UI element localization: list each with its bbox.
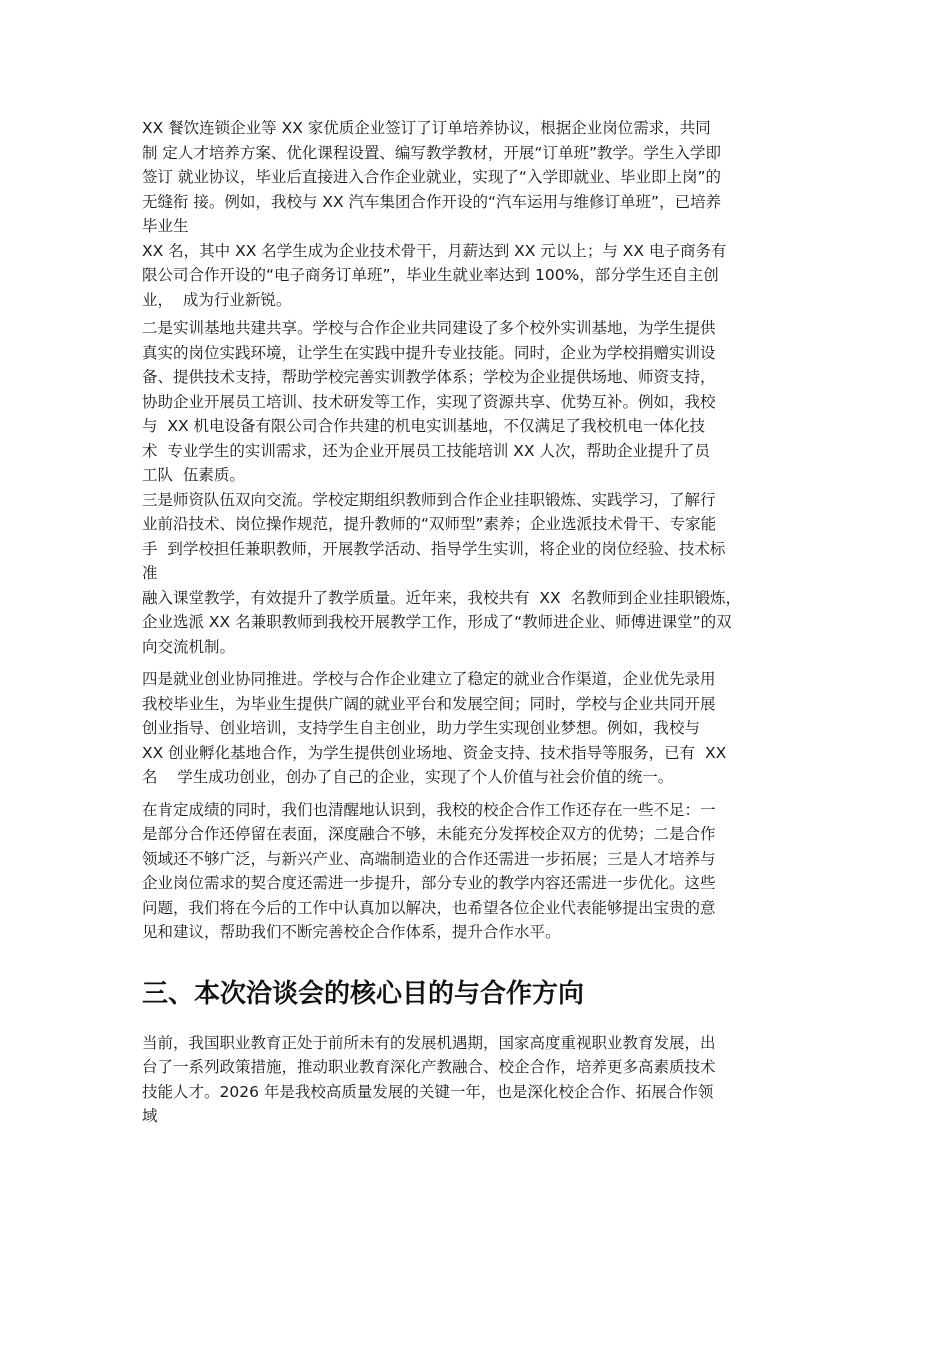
text-line: 名 学生成功创业，创办了自己的企业，实现了个人价值与社会价值的统一。 [142, 768, 674, 786]
text-line: 制 定人才培养方案、优化课程设置、编写教学教材，开展“订单班”教学。学生入学即 [142, 143, 721, 162]
text-line: 业前沿技术、岗位操作规范，提升教师的“双师型”素养；企业选派技术骨干、专家能 [142, 515, 717, 533]
text-line: 术 专业学生的实训需求，还为企业开展员工技能培训 XX 人次，帮助企业提升了员 [142, 441, 710, 460]
paragraph-teacher-exchange [142, 488, 810, 660]
paragraph-order-classes [142, 116, 810, 312]
paragraph-current-situation [142, 1031, 810, 1129]
text-line: 无缝衔 接。例如，我校与 XX 汽车集团合作开设的“汽车运用与维修订单班”，已培养 [142, 192, 722, 211]
paragraph-training-bases [142, 316, 810, 488]
document-body [142, 116, 810, 1129]
text-line: 限公司合作开设的“电子商务订单班”，毕业生就业率达到 100%，部分学生还自主创 [142, 266, 719, 284]
paragraph-gap [142, 659, 810, 667]
text-line: 向交流机制。 [142, 637, 236, 656]
text-line: 签订 就业协议，毕业后直接进入合作企业就业，实现了“入学即就业、毕业即上岗”的 [142, 168, 721, 186]
text-line: 四是就业创业协同推进。学校与合作企业建立了稳定的就业合作渠道，企业优先录用 [142, 670, 716, 688]
text-line: 领域还不够广泛，与新兴产业、高端制造业的合作还需进一步拓展；三是人才培养与 [142, 849, 716, 868]
text-line: 是部分合作还停留在表面，深度融合不够，未能充分发挥校企双方的优势；二是合作 [142, 825, 716, 843]
text-line: 备、提供技术支持，帮助学校完善实训教学体系；学校为企业提供场地、师资支持， [142, 368, 716, 386]
text-line: 三是师资队伍双向交流。学校定期组织教师到合作企业挂职锻炼、实践学习，了解行 [142, 490, 716, 509]
text-line: 工队 伍素质。 [142, 466, 245, 484]
text-line: XX 名，其中 XX 名学生成为企业技术骨干，月薪达到 XX 元以上；与 XX 电子商务有 [142, 241, 727, 260]
text-line: 二是实训基地共建共享。学校与合作企业共同建设了多个校外实训基地，为学生提供 [142, 319, 716, 337]
section-heading: 三、本次洽谈会的核心目的与合作方向 [142, 978, 585, 1009]
paragraph-gap [142, 790, 810, 798]
text-line: 企业选派 XX 名兼职教师到我校开展教学工作，形成了“教师进企业、师傅进课堂”的双 [142, 613, 732, 631]
text-line: 域 [142, 1107, 158, 1125]
text-line: 协助企业开展员工培训、技术研发等工作，实现了资源共享、优势互补。例如，我校 [142, 392, 716, 411]
text-line: 企业岗位需求的契合度还需进一步提升，部分专业的教学内容还需进一步优化。这些 [142, 874, 716, 892]
text-line: 在肯定成绩的同时，我们也清醒地认识到，我校的校企合作工作还存在一些不足：一 [142, 800, 716, 819]
paragraph-shortcomings [142, 798, 810, 945]
text-line: XX 创业孵化基地合作，为学生提供创业场地、资金支持、技术指导等服务，已有 XX [142, 743, 727, 762]
text-line: 问题，我们将在今后的工作中认真加以解决，也希望各位企业代表能够提出宝贵的意 [142, 898, 716, 917]
section-gap [142, 945, 810, 977]
text-line: 当前，我国职业教育正处于前所未有的发展机遇期，国家高度重视职业教育发展，出 [142, 1033, 716, 1052]
text-line: 毕业生 [142, 217, 189, 235]
text-line: 创业指导、创业培训，支持学生自主创业，助力学生实现创业梦想。例如，我校与 [142, 719, 701, 737]
text-line: 与 XX 机电设备有限公司合作共建的机电实训基地，不仅满足了我校机电一体化技 [142, 417, 706, 435]
text-line: 我校毕业生，为毕业生提供广阔的就业平台和发展空间；同时，学校与企业共同开展 [142, 694, 716, 713]
text-line: 见和建议，帮助我们不断完善校企合作体系，提升合作水平。 [142, 923, 561, 941]
text-line: 准 [142, 564, 158, 582]
text-line: XX 餐饮连锁企业等 XX 家优质企业签订了订单培养协议，根据企业岗位需求，共同 [142, 119, 711, 137]
section-gap [142, 1011, 810, 1031]
text-line: 融入课堂教学，有效提升了教学质量。近年来，我校共有 XX 名教师到企业挂职锻炼， [142, 588, 741, 607]
text-line: 手 到学校担任兼职教师，开展教学活动、指导学生实训，将企业的岗位经验、技术标 [142, 539, 726, 558]
text-line: 业， 成为行业新锐。 [142, 290, 292, 309]
paragraph-employment [142, 667, 810, 790]
text-line: 台了一系列政策措施，推动职业教育深化产教融合、校企合作，培养更多高素质技术 [142, 1058, 716, 1076]
text-line: 真实的岗位实践环境，让学生在实践中提升专业技能。同时，企业为学校捐赠实训设 [142, 343, 716, 362]
text-line: 技能人才。2026 年是我校高质量发展的关键一年，也是深化校企合作、拓展合作领 [142, 1082, 714, 1101]
